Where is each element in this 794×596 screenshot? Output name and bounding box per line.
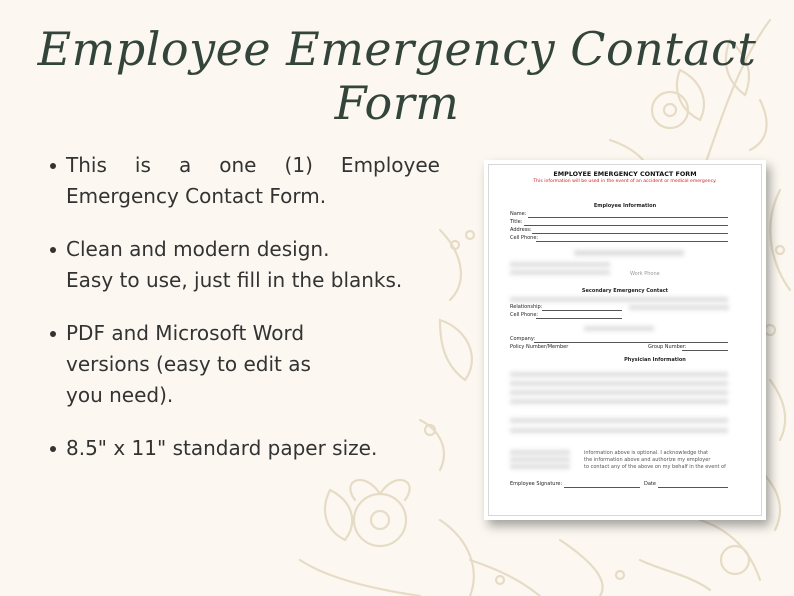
work-phone-label: Work Phone [630, 271, 660, 277]
cell-phone-label: Cell Phone: [510, 235, 539, 241]
address-label: Address: [510, 227, 532, 233]
policy-number-label: Policy Number/Member [510, 344, 569, 350]
feature-list [48, 150, 440, 486]
feature-text: you need). [66, 383, 174, 407]
feature-item [48, 318, 440, 411]
form-subheading: This information will be used in the event of an accident or medical emergency. [533, 179, 717, 184]
acknowledgement-text: to contact any of the above on my behalf in the event of [584, 464, 726, 470]
feature-text: Easy to use, just fill in the blanks. [66, 268, 403, 292]
group-number-label: Group Number: [648, 344, 687, 350]
cell-phone-label: Cell Phone: [510, 312, 539, 318]
feature-text: Clean and modern design. [66, 237, 330, 261]
feature-item [48, 433, 440, 464]
acknowledgement-text: the information above and authorize my employer [584, 457, 711, 463]
page-title: Employee Emergency Contact Form [37, 22, 757, 130]
form-preview [484, 160, 766, 520]
relationship-label: Relationship: [510, 304, 543, 310]
feature-text: PDF and Microsoft Word [66, 321, 305, 345]
physician-section-heading: Physician Information [624, 357, 686, 363]
feature-item [48, 150, 440, 212]
feature-text: 8.5" x 11" standard paper size. [66, 436, 378, 460]
form-heading: EMPLOYEE EMERGENCY CONTACT FORM [553, 170, 697, 178]
acknowledgement-text: information above is optional. I acknowledge that [584, 450, 709, 456]
employee-section-heading: Employee Information [593, 203, 657, 209]
name-label: Name: [510, 211, 527, 217]
feature-text: This is a one (1) Employee [66, 153, 440, 177]
secondary-section-heading: Secondary Emergency Contact [581, 288, 669, 294]
signature-label: Employee Signature: [510, 481, 563, 487]
feature-text: Emergency Contact Form. [66, 184, 327, 208]
feature-item [48, 234, 440, 296]
feature-text: versions (easy to edit as [66, 352, 311, 376]
date-label: Date [644, 481, 656, 487]
company-label: Company: [510, 336, 536, 342]
title-label: Title: [510, 219, 523, 225]
